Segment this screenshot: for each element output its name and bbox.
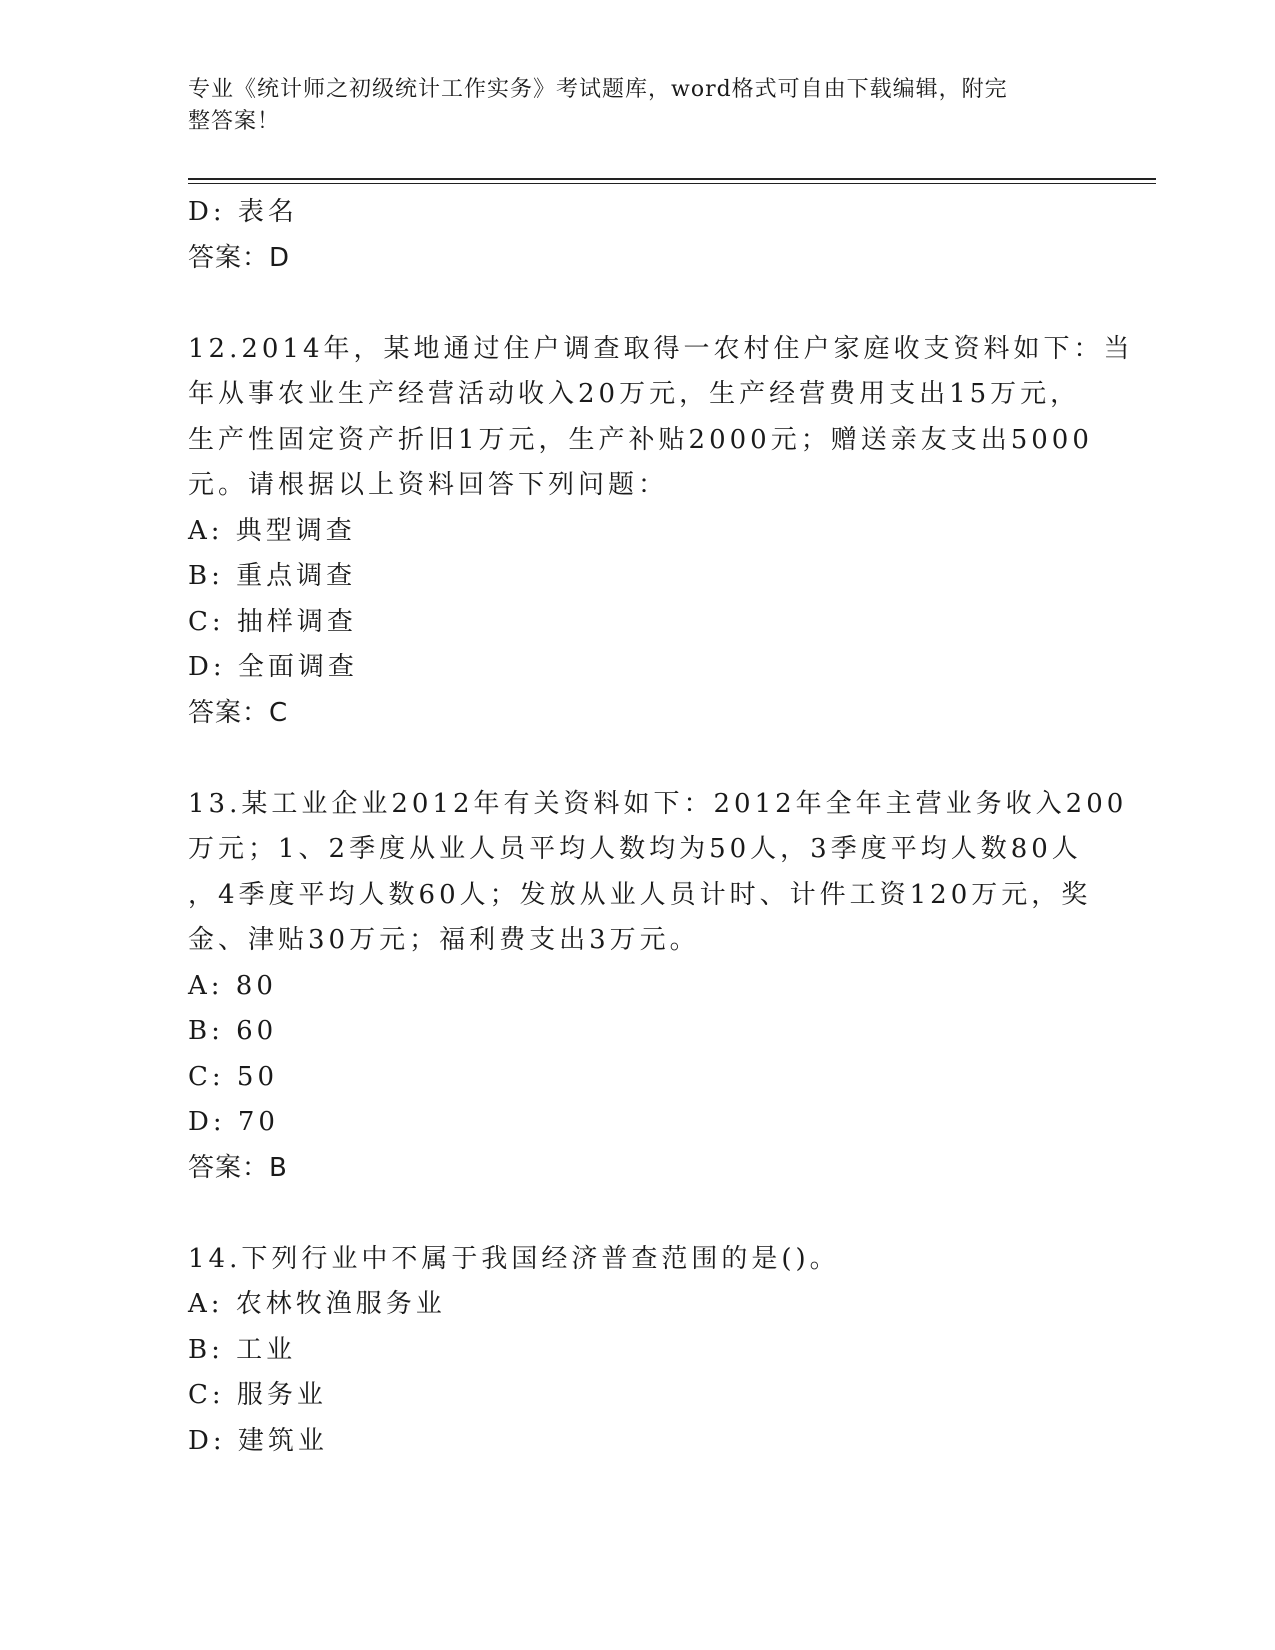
- option-b: B: 重点调查: [188, 561, 357, 591]
- option-c: C: 服务业: [188, 1380, 327, 1410]
- document-body: [188, 190, 1134, 1464]
- header-line-2: 整答案！: [188, 109, 281, 134]
- spacer: [188, 1191, 1088, 1237]
- option-a: A: 典型调查: [188, 515, 356, 546]
- spacer: [188, 281, 1088, 327]
- question-13: [188, 782, 1128, 1192]
- question-14: [188, 1237, 1088, 1465]
- option-b: B: 60: [188, 1016, 278, 1046]
- option-a: A: 农林牧渔服务业: [188, 1289, 446, 1319]
- spacer: [188, 736, 1088, 782]
- header-divider-thin: [188, 183, 1156, 184]
- answer: 答案：D: [188, 242, 291, 273]
- option-c: C: 50: [188, 1061, 279, 1092]
- question-text-line: ，4季度平均人数60人；发放从业人员计时、计件工资120万元，奖: [188, 879, 1092, 910]
- question-text-line: 14.下列行业中不属于我国经济普查范围的是()。: [188, 1243, 840, 1274]
- question-text-line: 12.2014年，某地通过住户调查取得一农村住户家庭收支资料如下：当: [188, 333, 1134, 364]
- question-text-line: 元。请根据以上资料回答下列问题：: [188, 470, 669, 500]
- header-divider-thick: [188, 178, 1156, 180]
- option-a: A: 80: [188, 970, 277, 1001]
- question-text-line: 生产性固定资产折旧1万元，生产补贴2000元；赠送亲友支出5000: [188, 424, 1093, 455]
- question-text-line: 金、津贴30万元；福利费支出3万元。: [188, 925, 700, 955]
- answer: 答案：B: [188, 1152, 288, 1183]
- option-d: D: 建筑业: [188, 1425, 328, 1456]
- answer: 答案：C: [188, 697, 289, 728]
- question-12: [188, 327, 1134, 737]
- question-text-line: 13.某工业企业2012年有关资料如下：2012年全年主营业务收入200: [188, 788, 1128, 819]
- option-b: B: 工业: [188, 1334, 297, 1365]
- option-c: C: 抽样调查: [188, 606, 357, 637]
- question-text-line: 年从事农业生产经营活动收入20万元，生产经营费用支出15万元，: [188, 379, 1081, 409]
- previous-question-tail: [188, 190, 1088, 281]
- header-line-1: 专业《统计师之初级统计工作实务》考试题库，word格式可自由下载编辑，附完: [188, 77, 1008, 102]
- option-d: D: 全面调查: [188, 652, 358, 682]
- question-text-line: 万元；1、2季度从业人员平均人数均为50人，3季度平均人数80人: [188, 834, 1082, 864]
- document-header: [188, 74, 1068, 138]
- option-d: D: 70: [188, 1107, 279, 1137]
- option-d: D: 表名: [188, 197, 298, 227]
